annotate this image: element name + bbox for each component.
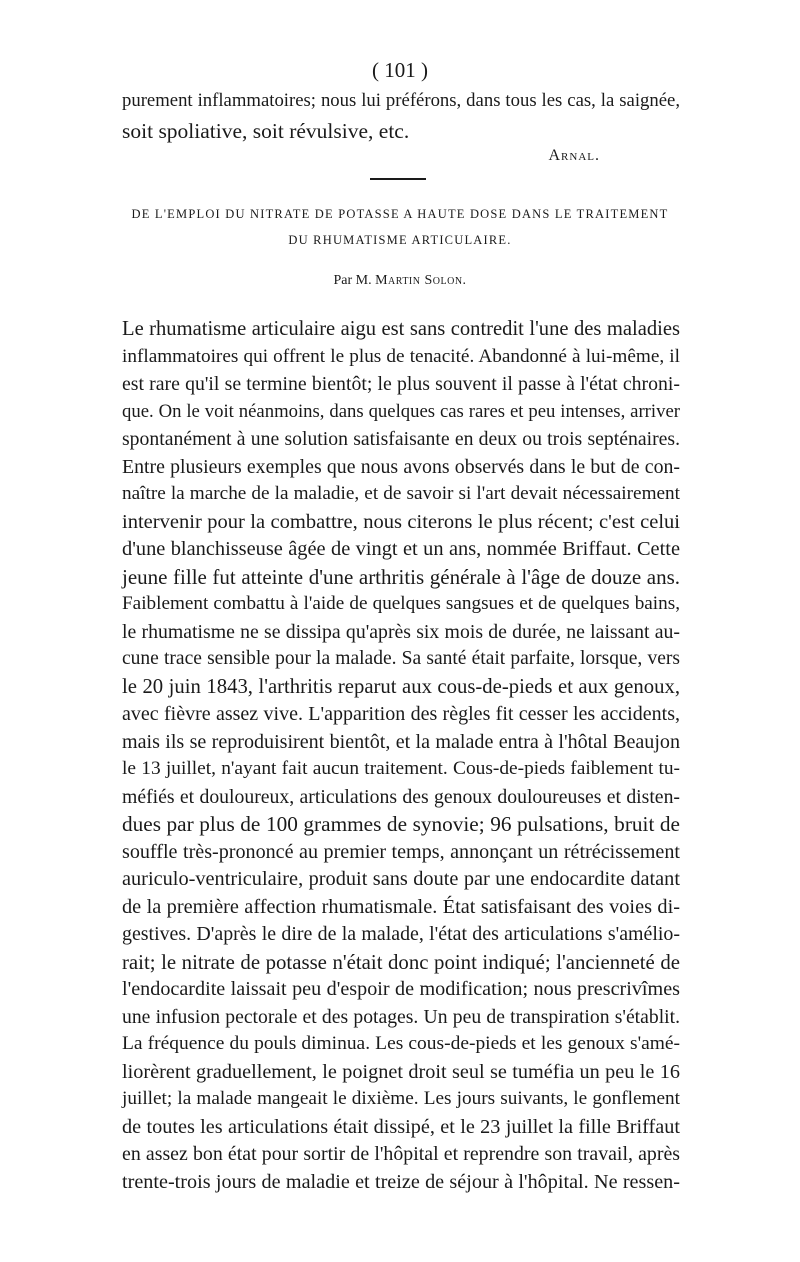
body-line: rait; le nitrate de potasse n'était donc point indiqué; l'ancienneté de [122,949,680,974]
body-line: jeune fille fut atteinte d'une arthritis générale à l'âge de douze ans. [122,564,680,589]
signature: Arnal. [548,147,600,164]
body-line: intervenir pour la combattre, nous citerons le plus récent; c'est celui [122,510,680,533]
byline [0,273,800,289]
body-line: Faiblement combattu à l'aide de quelques sangsues et de quelques bains, [122,593,680,614]
article-heading-line-1: DE L'EMPLOI DU NITRATE DE POTASSE A HAUTE DOSE DANS LE TRAITEMENT [131,207,669,221]
body-line: La fréquence du pouls diminua. Les cous-de-pieds et les genoux s'amé- [122,1033,680,1054]
body-line: naître la marche de la maladie, et de savoir si l'art devait nécessairement [122,483,680,504]
body-line: dues par plus de 100 grammes de synovie; 96 pulsations, bruit de [122,812,680,836]
body-line: liorèrent graduellement, le poignet droit seul se tuméfia un peu le 16 [122,1060,680,1083]
body-line: souffle très-prononcé au premier temps, annonçant un rétrécissement [122,840,680,863]
body-line: de la première affection rhumatismale. État satisfaisant des voies di- [122,895,680,918]
body-line: avec fièvre assez vive. L'apparition des règles fit cesser les accidents, [122,703,680,725]
body-line: Le rhumatisme articulaire aigu est sans contredit l'une des maladies [122,318,680,340]
body-line: une infusion pectorale et des potages. Un peu de transpiration s'établit. [122,1005,680,1028]
intro-line-2: soit spoliative, soit révulsive, etc. [122,119,410,143]
body-line: d'une blanchisseuse âgée de vingt et un ans, nommée Briffaut. Cette [122,538,680,560]
body-line: juillet; la malade mangeait le dixième. Les jours suivants, le gonflement [122,1088,680,1109]
body-line: le rhumatisme ne se dissipa qu'après six mois de durée, ne laissant au- [122,620,680,643]
section-divider [370,178,426,180]
body-line: gestives. D'après le dire de la malade, l'état des articulations s'amélio- [122,923,680,945]
byline-prefix: Par M. [333,273,372,288]
body-line: l'endocardite laissait peu d'espoir de modification; nous prescrivîmes [122,978,680,1000]
body-line: auriculo-ventriculaire, produit sans doute par une endocardite datant [122,868,680,890]
body-line: spontanément à une solution satisfaisante en deux ou trois septénaires. [122,428,680,450]
body-line: en assez bon état pour sortir de l'hôpital et reprendre son travail, après [122,1143,680,1165]
body-line: Entre plusieurs exemples que nous avons observés dans le but de con- [122,455,680,478]
intro-line-1: purement inflammatoires; nous lui préférons, dans tous les cas, la saignée, [122,90,680,111]
body-line: de toutes les articulations était dissipé, et le 23 juillet la fille Briffaut [122,1115,680,1138]
body-line: méfiés et douloureux, articulations des genoux douloureuses et disten- [122,785,680,808]
body-line: mais ils se reproduisirent bientôt, et la malade entra à l'hôtal Beaujon [122,730,680,753]
body-line: est rare qu'il se termine bientôt; le plus souvent il passe à l'état chroni- [122,373,680,395]
body-line: que. On le voit néanmoins, dans quelques cas rares et peu intenses, arriver [122,400,680,422]
page-number: ( 101 ) [372,58,428,82]
body-line: le 13 juillet, n'ayant fait aucun traitement. Cous-de-pieds faiblement tu- [122,758,680,779]
article-heading-line-2: DU RHUMATISME ARTICULAIRE. [288,233,512,247]
body-line: inflammatoires qui offrent le plus de tenacité. Abandonné à lui-même, il [122,345,680,367]
body-line: trente-trois jours de maladie et treize de séjour à l'hôpital. Ne ressen- [122,1170,680,1193]
byline-author: Martin Solon. [375,273,467,288]
body-line: le 20 juin 1843, l'arthritis reparut aux cous-de-pieds et aux genoux, [122,675,680,698]
body-line: cune trace sensible pour la malade. Sa santé était parfaite, lorsque, vers [122,648,680,669]
